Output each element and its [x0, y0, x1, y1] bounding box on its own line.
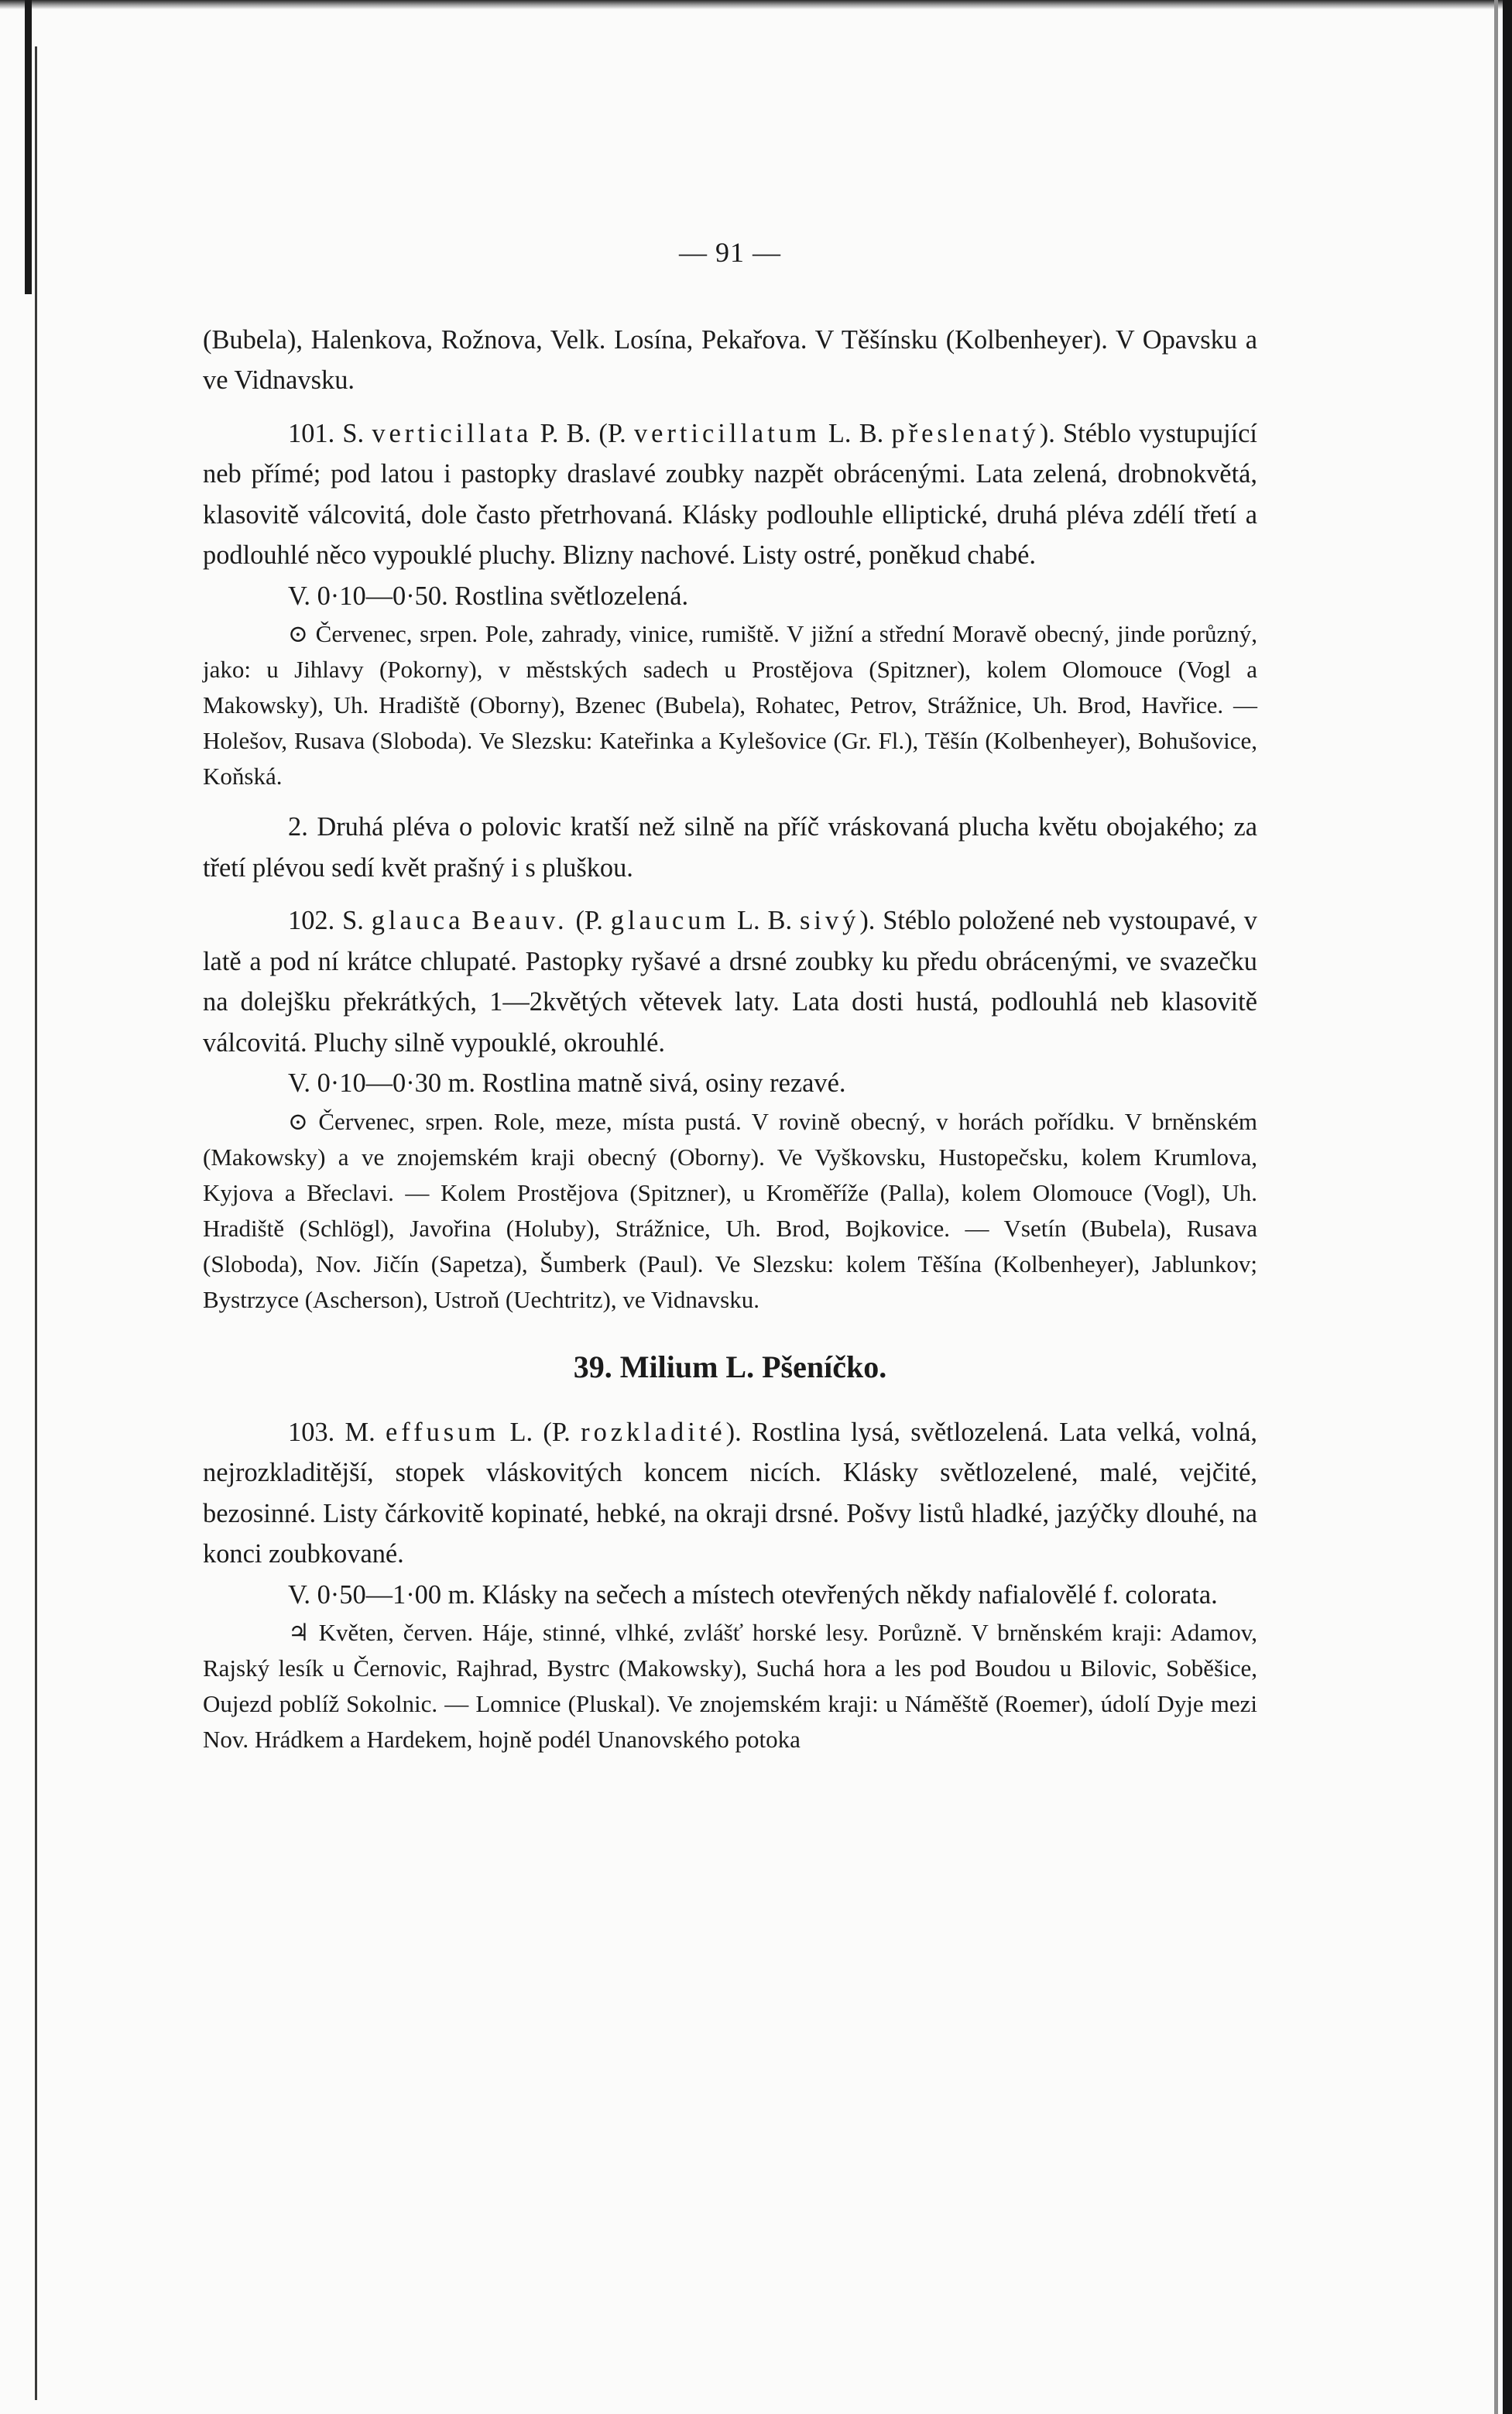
species-description: ). Rostlina lysá, světlozelená. Lata velká, volná, nejrozkladitější, stopek vláskovitých koncem nicích. Klásky světlozelené, malé, vejčité, bezosinné. Listy čárkovitě kopinaté, hebké, na okraji drsné. Pošvy listů hladké, jazýčky dlouhé, na konci zoubkované.	[203, 1417, 1258, 1569]
page-top-edge	[0, 0, 1512, 9]
species-author: L. (P.	[509, 1417, 571, 1447]
paragraph-continuation: (Bubela), Halenkova, Rožnova, Velk. Losína, Pekařova. V Těšínsku (Kolbenheyer). V Opavsku a ve Vidnavsku.	[203, 324, 1257, 395]
page-right-edge	[1503, 0, 1512, 2414]
synonym-open: (P.	[575, 906, 603, 935]
synonym-author: L. B.	[737, 906, 793, 935]
common-name: sivý	[799, 906, 860, 935]
species-name: effusum	[386, 1417, 500, 1447]
paragraph-size-102: V. 0·10—0·30 m. Rostlina matně sivá, osiny rezavé.	[288, 1068, 846, 1098]
species-number: 102. S.	[288, 906, 364, 935]
paragraph-size-101: V. 0·10—0·50. Rostlina světlozelená.	[288, 581, 689, 611]
genus-heading: 39. Milium L. Pšeníčko.	[573, 1349, 887, 1384]
species-synonym: verticillatum	[633, 418, 821, 448]
paragraph-size-103: V. 0·50—1·00 m. Klásky na sečech a místech otevřených někdy nafialovělé f. colorata.	[288, 1579, 1218, 1610]
paragraph-species-103	[203, 1412, 1257, 1575]
species-synonym: glaucum	[610, 906, 730, 935]
species-author: P. B. (P.	[540, 418, 626, 448]
common-name: rozkladité	[581, 1417, 726, 1447]
species-description: ). Stéblo položené neb vystoupavé, v latě a pod ní krátce chlupaté. Pastopky ryšavé a drsné zoubky ku předu obrácenými, ve svazečku na dolejšku překrátkých, 1—2květých větevek laty. Lata dosti hustá, podlouhlá neb klasovitě válcovitá. Pluchy silně vypouklé, okrouhlé.	[203, 906, 1257, 1058]
species-description: ). Stéblo vystupující neb přímé; pod latou i pastopky draslavé zoubky nazpět obrácenými. Lata zelená, drobnokvětá, klasovitě válcovitá, dole často přetrhovaná. Klásky podlouhle elliptické, druhá pléva zdélí třetí a podlouhlé něco vypouklé pluchy. Blizny nachové. Listy ostré, poněkud chabé.	[203, 418, 1257, 570]
page-left-edge	[25, 0, 32, 294]
species-name: glauca	[371, 906, 465, 935]
species-number: 103. M.	[288, 1417, 375, 1447]
species-number: 101. S.	[288, 418, 365, 448]
paragraph-distribution-102: ⊙ Červenec, srpen. Role, meze, místa pustá. V rovině obecný, v horách pořídku. V brněnském (Makowsky) a ve znojemském kraji obecný (Oborny). Ve Vyškovsku, Hustopečsku, kolem Krumlova, Kyjova a Břeclavi. — Kolem Prostějova (Spitzner), u Kroměříže (Palla), kolem Olomouce (Vogl), Uh. Hradiště (Schlögl), Javořina (Holuby), Strážnice, Uh. Brod, Bojkovice. — Vsetín (Bubela), Rusava (Sloboda), Nov. Jičín (Sapetza), Šumberk (Paul). Ve Slezsku: kolem Těšína (Kolbenheyer), Jablunkov; Bystrzyce (Ascherson), Ustroň (Uechtritz), ve Vidnavsku.	[203, 1107, 1257, 1313]
species-name: verticillata	[372, 418, 533, 448]
paragraph-species-102	[203, 900, 1257, 1063]
page-left-rule	[35, 46, 37, 2400]
species-author: Beauv.	[471, 906, 568, 935]
page-right-rule	[1494, 0, 1498, 2414]
paragraph-distribution-101: ⊙ Červenec, srpen. Pole, zahrady, vinice, rumiště. V jižní a střední Moravě obecný, jinde porůzný, jako: u Jihlavy (Pokorny), v městských sadech u Prostějova (Spitzner), kolem Olomouce (Vogl a Makowsky), Uh. Hradiště (Oborny), Bzenec (Bubela), Rohatec, Petrov, Strážnice, Uh. Brod, Havřice. — Holešov, Rusava (Sloboda). Ve Slezsku: Kateřinka a Kylešovice (Gr. Fl.), Těšín (Kolbenheyer), Bohušovice, Koňská.	[203, 620, 1257, 790]
paragraph-key-2: 2. Druhá pléva o polovic kratší než silně na příč vráskovaná plucha květu obojakého; za třetí plévou sedí květ prašný i s pluškou.	[203, 812, 1257, 883]
page-number: — 91 —	[679, 237, 781, 268]
text-column	[203, 232, 1257, 1757]
paragraph-distribution-103: ♃ Květen, červen. Háje, stinné, vlhké, zvlášť horské lesy. Porůzně. V brněnském kraji: Adamov, Rajský lesík u Černovic, Rajhrad, Bystrc (Makowsky), Suchá hora a les pod Boudou u Bilovic, Soběšice, Oujezd poblíž Sokolnic. — Lomnice (Pluskal). Ve znojemském kraji: u Náměště (Roemer), údolí Dyje mezi Nov. Hrádkem a Hardekem, hojně podél Unanovského potoka	[203, 1619, 1257, 1753]
paragraph-species-101	[203, 413, 1257, 576]
common-name: přeslenatý	[891, 418, 1040, 448]
synonym-author: L. B.	[828, 418, 884, 448]
